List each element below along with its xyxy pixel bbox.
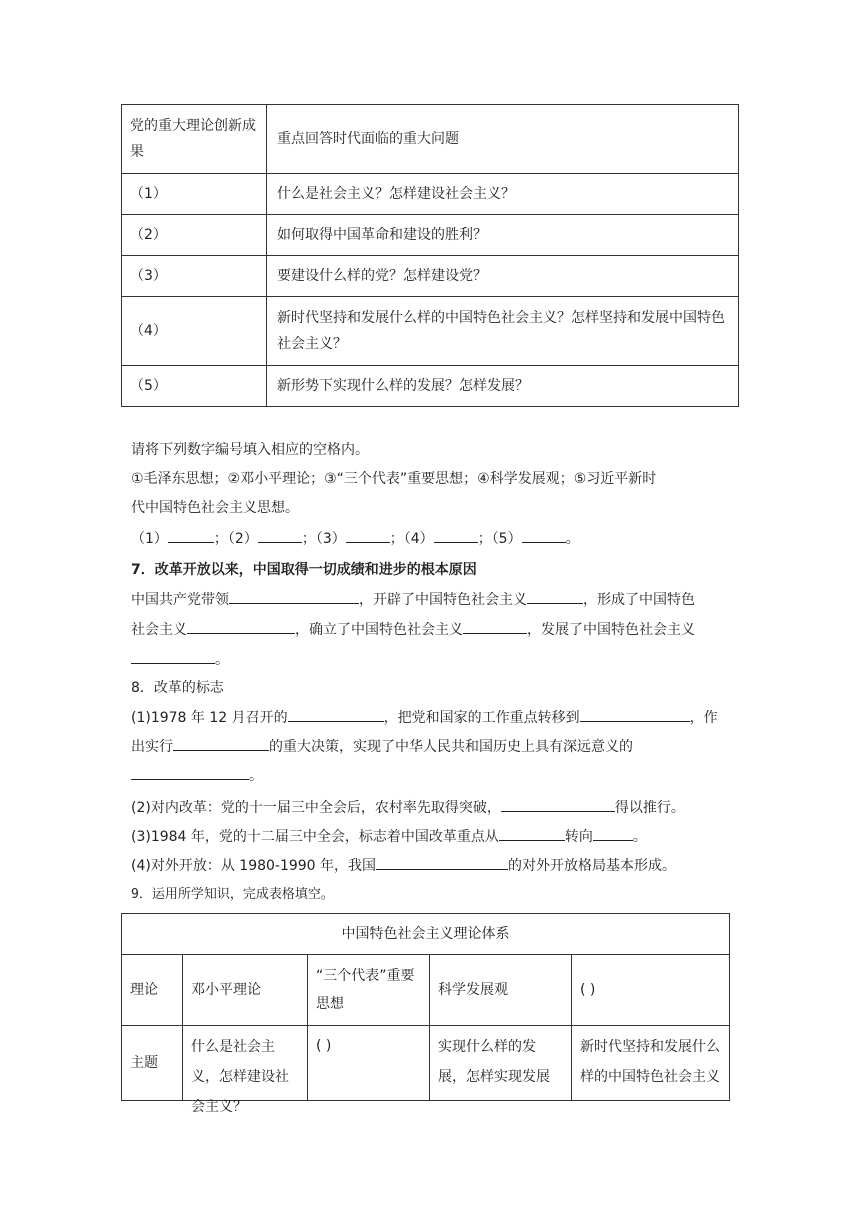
cell-text: 什么是社会主义，怎样建设社会主义？ [191,1039,289,1115]
question-8-title: 8．改革的标志 [131,680,224,696]
table-cell [572,1026,730,1101]
fill-blank[interactable] [168,528,214,543]
text-run: (3)1984 年，党的十二届三中全会，标志着中国改革重点从 [131,829,499,845]
q7-line [131,649,229,671]
text-run: (2)对内改革：党的十一届三中全会后，农村率先取得突破， [131,800,501,816]
table-row [122,1026,730,1101]
separator: ； [301,531,316,547]
fill-blank[interactable] [131,765,249,780]
fill-blank[interactable] [258,528,302,543]
table-cell: 邓小平理论 [183,955,308,1026]
text-run: 。 [632,829,647,845]
fill-blank[interactable] [346,528,390,543]
table-cell: 新形势下实现什么样的发展？怎样发展？ [267,366,739,407]
answer-cell[interactable]: ( ) [572,955,730,1026]
fill-blank[interactable] [580,707,690,722]
text-run: (1)1978 年 12 月召开的 [131,710,288,726]
table-cell: （2） [122,215,267,256]
q8-line [131,736,633,758]
text-run: 出实行 [131,739,173,755]
table-cell: （3） [122,256,267,297]
table-cell: 主题 [122,1026,183,1101]
separator: 。 [565,531,580,547]
text-run: 社会主义 [131,622,187,638]
answer-cell[interactable]: ( ) [308,1026,430,1101]
q8-line [131,707,718,729]
text-run: ，把党和国家的工作重点转移到 [383,710,580,726]
fill-blank[interactable] [499,826,565,841]
question-9-title: 9．运用所学知识，完成表格填空。 [131,887,334,902]
options-line: 代中国特色社会主义思想。 [131,500,299,516]
cell-text: 新时代坚持和发展什么样的中国特色社会主义 [580,1039,720,1085]
table-cell: 理论 [122,955,183,1026]
answer-label: （5） [491,531,522,547]
table-row [122,174,739,215]
instruction-text: 请将下列数字编号填入相应的空格内。 [131,442,369,458]
table-row [122,366,739,407]
table-cell: 什么是社会主义？怎样建设社会主义？ [267,174,739,215]
fill-blank[interactable] [501,797,615,812]
fill-blank[interactable] [229,589,359,604]
theory-system-table [121,913,730,1115]
table-cell: 如何取得中国革命和建设的胜利？ [267,215,739,256]
table-row [122,256,739,297]
fill-blank[interactable] [434,528,478,543]
options-line: ①毛泽东思想；②邓小平理论；③“三个代表”重要思想；④科学发展观；⑤习近平新时 [131,471,657,487]
table-cell: 新时代坚持和发展什么样的中国特色社会主义？怎样坚持和发展中国特色社会主义？ [267,297,739,366]
fill-blank[interactable] [463,619,527,634]
table-title: 中国特色社会主义理论体系 [122,914,730,955]
separator: ； [389,531,404,547]
text-run: ，作 [689,710,718,726]
separator: ； [213,531,228,547]
text-run: 的重大决策，实现了中华人民共和国历史上具有深远意义的 [269,739,633,755]
separator: ； [477,531,492,547]
fill-blank[interactable] [173,736,269,751]
question-7-title: 7．改革开放以来，中国取得一切成绩和进步的根本原因 [131,562,477,578]
text-run: ，发展了中国特色社会主义 [527,622,695,638]
table-header-cell: 党的重大理论创新成果 [122,105,267,174]
table-row [122,297,739,366]
fill-blank[interactable] [376,855,508,870]
table-row [122,955,730,1026]
table-cell [430,1026,572,1101]
text-run: (4)对外开放：从 1980-1990 年，我国 [131,858,377,874]
q7-line [131,619,695,641]
q8-line [131,797,685,819]
answer-label: （3） [315,531,346,547]
table-cell: （1） [122,174,267,215]
table-cell: （5） [122,366,267,407]
q8-line [131,855,676,877]
fill-blank[interactable] [288,707,384,722]
answer-label: （1） [131,531,168,547]
table-cell [183,1026,308,1115]
text-run: 。 [249,768,263,784]
cell-text: 实现什么样的发展，怎样实现发展 [438,1039,550,1085]
table-cell: “三个代表”重要思想 [308,955,430,1026]
answer-label: （2） [227,531,258,547]
fill-blank[interactable] [187,619,295,634]
text-run: 的对外开放格局基本形成。 [508,858,677,874]
text-run: 转向 [564,829,593,845]
text-run: 。 [215,652,229,668]
table-header-cell: 重点回答时代面临的重大问题 [267,105,739,174]
text-run: ，确立了中国特色社会主义 [295,622,463,638]
fill-blank[interactable] [131,649,215,664]
table-row [122,215,739,256]
table-title-row [122,914,730,955]
table-cell: 科学发展观 [430,955,572,1026]
fill-blank[interactable] [522,528,566,543]
q7-line [131,589,695,611]
q8-line [131,765,263,787]
answer-label: （4） [403,531,434,547]
text-run: 得以推行。 [614,800,685,816]
theory-questions-table [121,104,739,407]
answer-line [131,528,580,550]
table-header-row [122,105,739,174]
table-cell: 要建设什么样的党？怎样建设党？ [267,256,739,297]
fill-blank[interactable] [527,589,583,604]
fill-blank[interactable] [593,826,633,841]
text-run: ，开辟了中国特色社会主义 [359,592,527,608]
text-run: ，形成了中国特色 [583,592,695,608]
q8-line [131,826,647,848]
text-run: 中国共产党带领 [131,592,229,608]
table-cell: （4） [122,297,267,366]
